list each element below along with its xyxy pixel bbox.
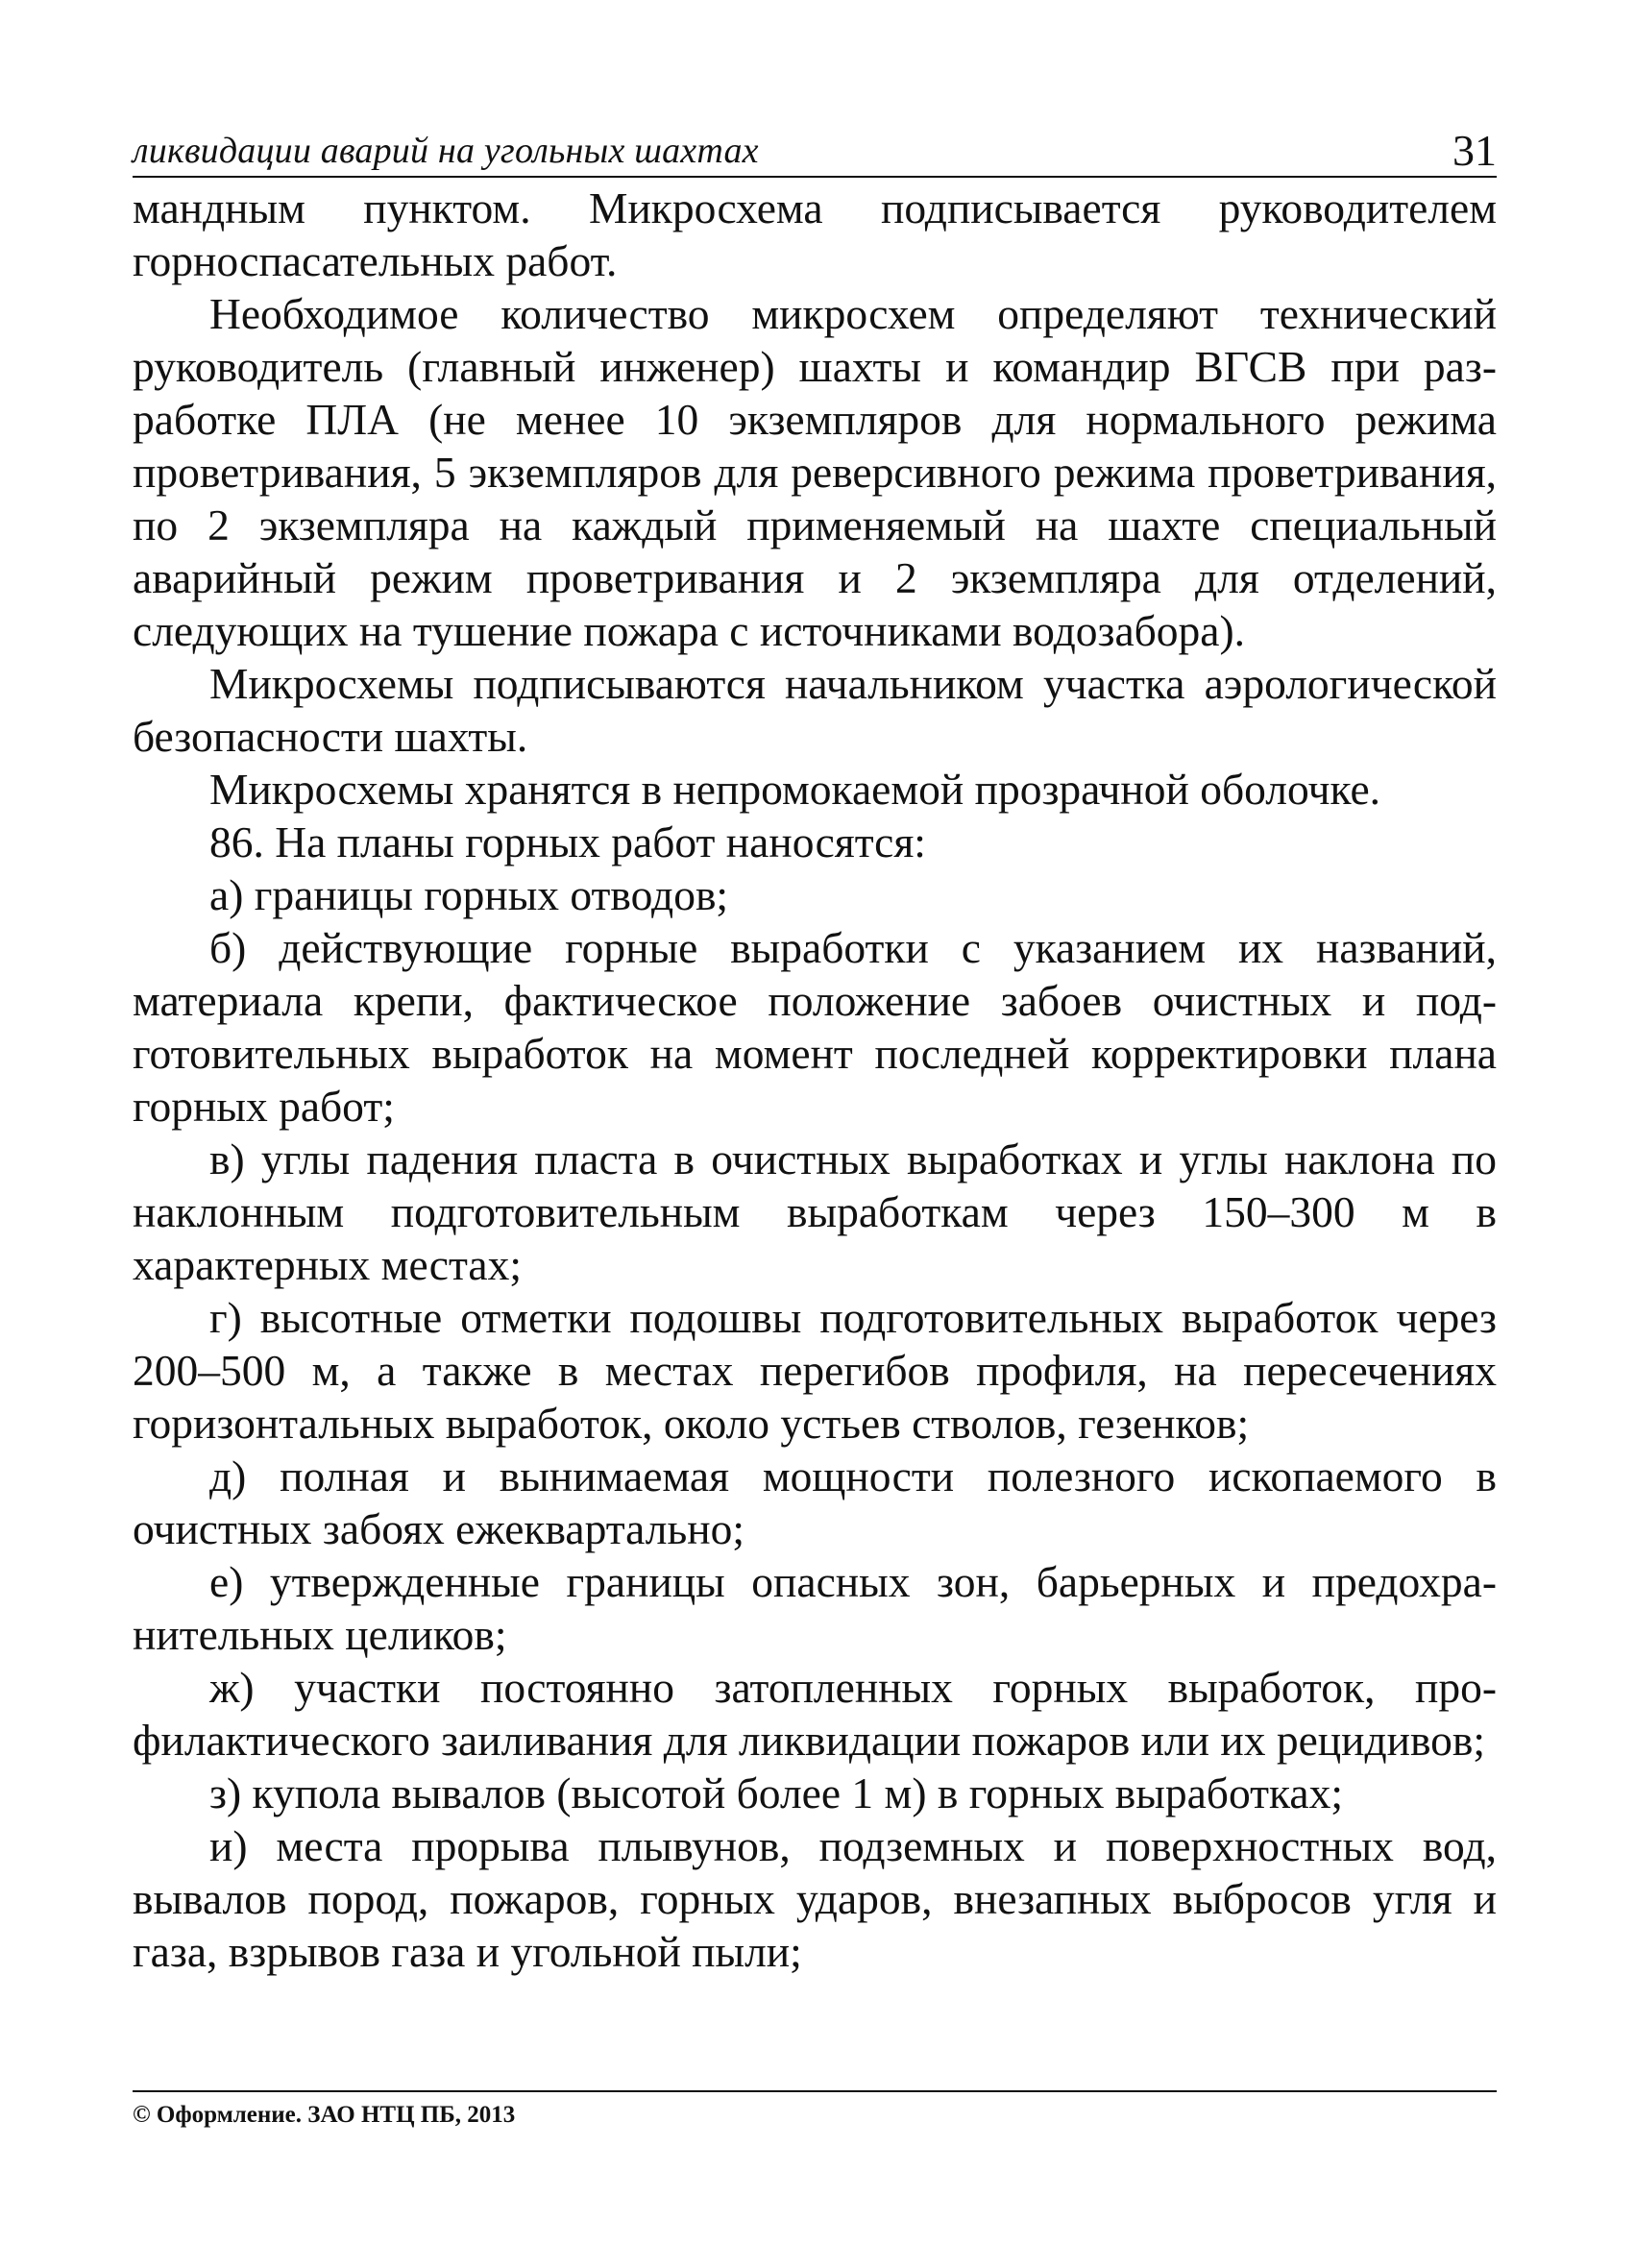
list-item: д) полная и вынимаемая мощности полезного ископаемого в очистных забоях ежеквартально; (133, 1451, 1497, 1553)
paragraph: мандным пунктом. Микросхема подписывается руководителем горноспасательных работ. (133, 183, 1497, 285)
list-item: б) действующие горные выработки с указанием их названий, материала крепи, фактическое положение забоев очистных и подготовительных выработок на момент последней корректировки плана горных работ; (133, 923, 1497, 1131)
copyright-notice: © Оформление. ЗАО НТЦ ПБ, 2013 (133, 2102, 516, 2128)
list-item: г) высотные отметки подошвы подготовительных выработок через 200–500 м, а также в местах перегибов профиля, на пересечениях горизонтальных выработок, около устьев стволов, гезенков; (133, 1293, 1497, 1448)
running-header (133, 120, 1497, 178)
body-text (133, 182, 1497, 1978)
list-item: е) утвержденные границы опасных зон, барьерных и предохранительных целиков; (133, 1557, 1497, 1659)
running-title: ликвидации аварий на угольных шахтах (133, 131, 759, 171)
page-number: 31 (1452, 126, 1497, 175)
document-page (133, 120, 1497, 1978)
list-item: ж) участки постоянно затопленных горных выработок, профилактического заиливания для ликвидации пожаров или их рецидивов; (133, 1663, 1497, 1765)
list-item: а) границы горных отводов; (209, 870, 729, 919)
section-heading: 86. На планы горных работ наносятся: (209, 817, 926, 866)
paragraph: Микросхемы хранятся в непромокаемой прозрачной оболочке. (209, 765, 1381, 814)
paragraph: Микросхемы подписываются начальником участка аэрологической безопасности шахты. (133, 659, 1497, 761)
list-item: з) купола вывалов (высотой более 1 м) в горных выработках; (209, 1768, 1343, 1817)
list-item: и) места прорыва плывунов, подземных и поверхностных вод, вывалов пород, пожаров, горных ударов, внезапных выбросов угля и газа, взрывов газа и угольной пыли; (133, 1821, 1497, 1976)
list-item: в) углы падения пласта в очистных выработках и углы наклона по наклонным подготовительным выработкам через 150–300 м в характерных местах; (133, 1134, 1497, 1289)
page-footer (133, 2090, 1497, 2129)
paragraph: Необходимое количество микросхем определяют технический руководитель (главный инженер) шахты и командир ВГСВ при разработке ПЛА (не менее 10 экземпляров для нормального режима проветривания, 5 экземпляров для реверсивного режима проветривания, по 2 экземпляра на каждый применяемый на шахте специальный аварийный режим проветривания и 2 экземпляра для отделений, следующих на тушение пожара с источниками водозабора). (133, 289, 1497, 655)
